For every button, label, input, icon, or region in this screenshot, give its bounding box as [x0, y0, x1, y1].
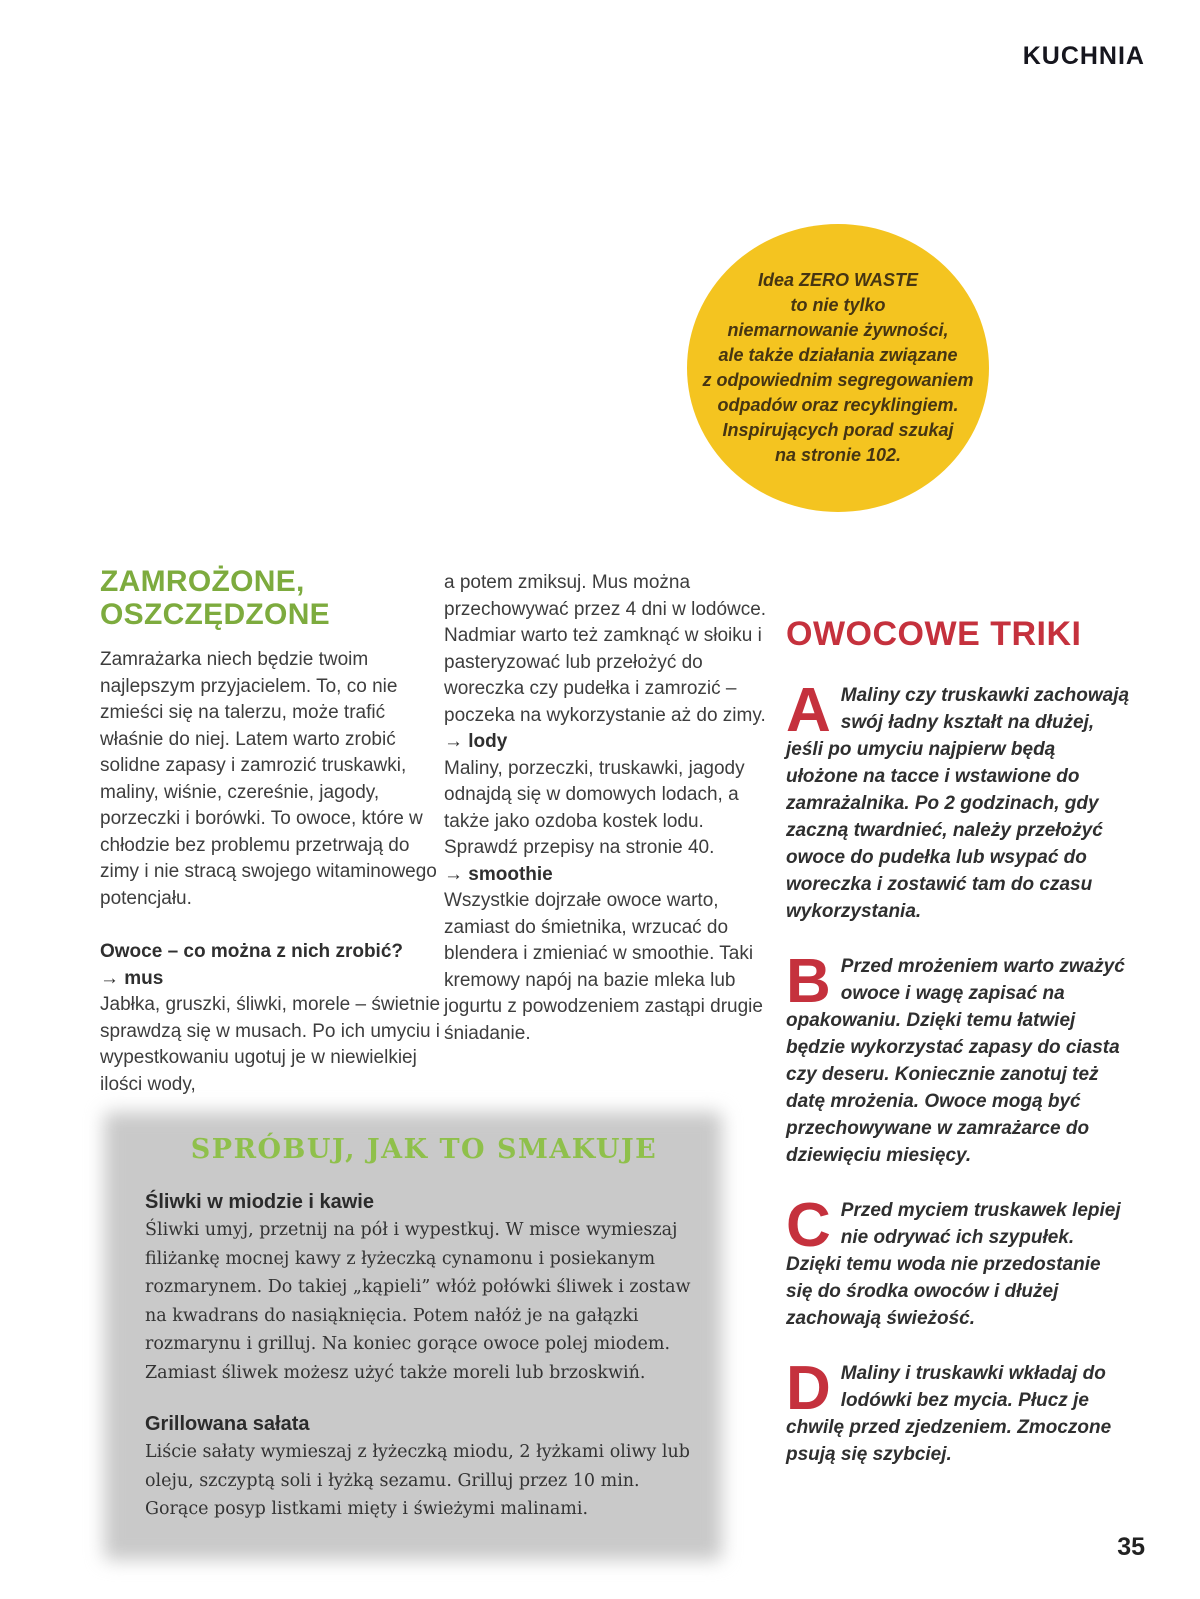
badge-line: niemarnowanie żywności, [727, 320, 949, 340]
tip-c-text: Przed myciem truskawek lepiej nie odrywać ich szypułek. Dzięki temu woda nie przedostanie się do środka owoców i dłużej zachowają świeżość. [786, 1200, 1121, 1329]
dropcap-b: B [786, 947, 831, 1016]
tip-a-text: Maliny czy truskawki zachowają swój ładny kształt na dłużej, jeśli po umyciu najpierw będą ułożone na tacce i wstawione do zamrażalnika. Po 2 godzinach, gdy zaczną twardnieć, należy przełożyć owoce do pudełka lub wsypać do woreczka i zostawić tam do czasu wykorzystania. [786, 685, 1130, 922]
mus-paragraph: Jabłka, gruszki, śliwki, morele – świetnie sprawdzą się w musach. Po ich umyciu i wypestkowaniu ugotuj je w niewielkiej ilości wody, [100, 994, 441, 1095]
tip-b [786, 947, 1131, 1169]
tip-d [786, 1354, 1131, 1468]
recipe-2-title: Grillowana sałata [145, 1413, 310, 1435]
tips-heading: OWOCOWE TRIKI [786, 615, 1082, 653]
zero-waste-badge-text [702, 268, 973, 468]
taste-box-heading: SPRÓBUJ, JAK TO SMAKUJE [190, 1134, 658, 1165]
recipe-2-text: Liście sałaty wymieszaj z łyżeczką miodu, 2 łyżkami oliwy lub oleju, szczyptą soli i łyżką sezamu. Grilluj przez 10 min. Gorące posyp listkami mięty i świeżymi malinami. [145, 1442, 690, 1519]
page-number: 35 [1117, 1533, 1145, 1561]
badge-line: Idea ZERO WASTE [757, 270, 918, 290]
fruits-subheading: Owoce – co można z nich zrobić? [100, 941, 403, 962]
section-label: KUCHNIA [1022, 42, 1145, 70]
badge-line: odpadów oraz recyklingiem. [717, 395, 959, 415]
dropcap-d: D [786, 1354, 831, 1423]
badge-line: z odpowiednim segregowaniem [702, 370, 974, 390]
middle-column [444, 570, 778, 1047]
zero-waste-badge [687, 224, 989, 512]
smoothie-paragraph: Wszystkie dojrzałe owoce warto, zamiast do śmietnika, wrzucać do blendera i zmieniać w smoothie. Taki kremowy napój na bazie mleka lub jogurtu z powodzeniem zastąpi drugie śniadanie. [444, 890, 763, 1044]
mus-label: → mus [100, 967, 164, 989]
article-heading-line1: ZAMROŻONE, [100, 565, 305, 598]
right-column [786, 616, 1131, 1496]
taste-box [145, 1122, 703, 1524]
tip-c [786, 1191, 1131, 1332]
dropcap-c: C [786, 1191, 831, 1260]
left-column [100, 565, 440, 1098]
dropcap-a: A [786, 676, 831, 745]
article-heading [100, 565, 440, 631]
recipe-1-title: Śliwki w miodzie i kawie [145, 1191, 374, 1213]
badge-line: to nie tylko [790, 295, 886, 315]
lody-label: → lody [444, 731, 508, 752]
tip-a [786, 676, 1131, 925]
badge-line: Inspirujących porad szukaj [722, 420, 954, 440]
badge-line: na stronie 102. [774, 445, 902, 465]
tip-b-text: Przed mrożeniem warto zważyć owoce i wagę zapisać na opakowaniu. Dzięki temu łatwiej będzie wykorzystać zapasy do ciasta czy deseru. Koniecznie zanotuj też datę mrożenia. Owoce mogą być przechowywane w zamrażarce do dziewięciu miesięcy. [786, 956, 1125, 1166]
smoothie-label: → smoothie [444, 863, 553, 885]
badge-line: ale także działania związane [718, 345, 958, 365]
mus-continuation-paragraph: a potem zmiksuj. Mus można przechowywać przez 4 dni w lodówce. Nadmiar warto też zamknąć w słoiku i pasteryzować lub przełożyć do woreczka czy pudełka i zamrozić – poczeka na wykorzystanie aż do zimy. [444, 572, 767, 726]
lody-paragraph: Maliny, porzeczki, truskawki, jagody odnajdą się w domowych lodach, a także jako ozdoba kostek lodu. Sprawdź przepisy na stronie 40. [444, 757, 745, 858]
recipe-1-text: Śliwki umyj, przetnij na pół i wypestkuj. W misce wymieszaj filiżankę mocnej kawy z łyżeczką cynamonu i posiekanym rozmarynem. Do takiej „kąpieli” włóż połówki śliwek i zostaw na kwadrans do nasiąknięcia. Potem nałóż je na gałązki rozmarynu i grilluj. Na koniec gorące owoce polej miodem. Zamiast śliwek możesz użyć także moreli lub brzoskwiń. [145, 1220, 691, 1383]
tip-d-text: Maliny i truskawki wkładaj do lodówki bez mycia. Płucz je chwilę przed zjedzeniem. Zmoczone psują się szybciej. [786, 1363, 1112, 1465]
article-heading-line2: OSZCZĘDZONE [100, 598, 330, 631]
intro-paragraph: Zamrażarka niech będzie twoim najlepszym przyjacielem. To, co nie zmieści się na talerzu, może trafić właśnie do niej. Latem warto zrobić solidne zapasy i zamrozić truskawki, maliny, wiśnie, czereśnie, jagody, porzeczki i borówki. To owoce, które w chłodzie bez problemu przetrwają do zimy i nie stracą swojego witaminowego potencjału. [100, 649, 437, 909]
